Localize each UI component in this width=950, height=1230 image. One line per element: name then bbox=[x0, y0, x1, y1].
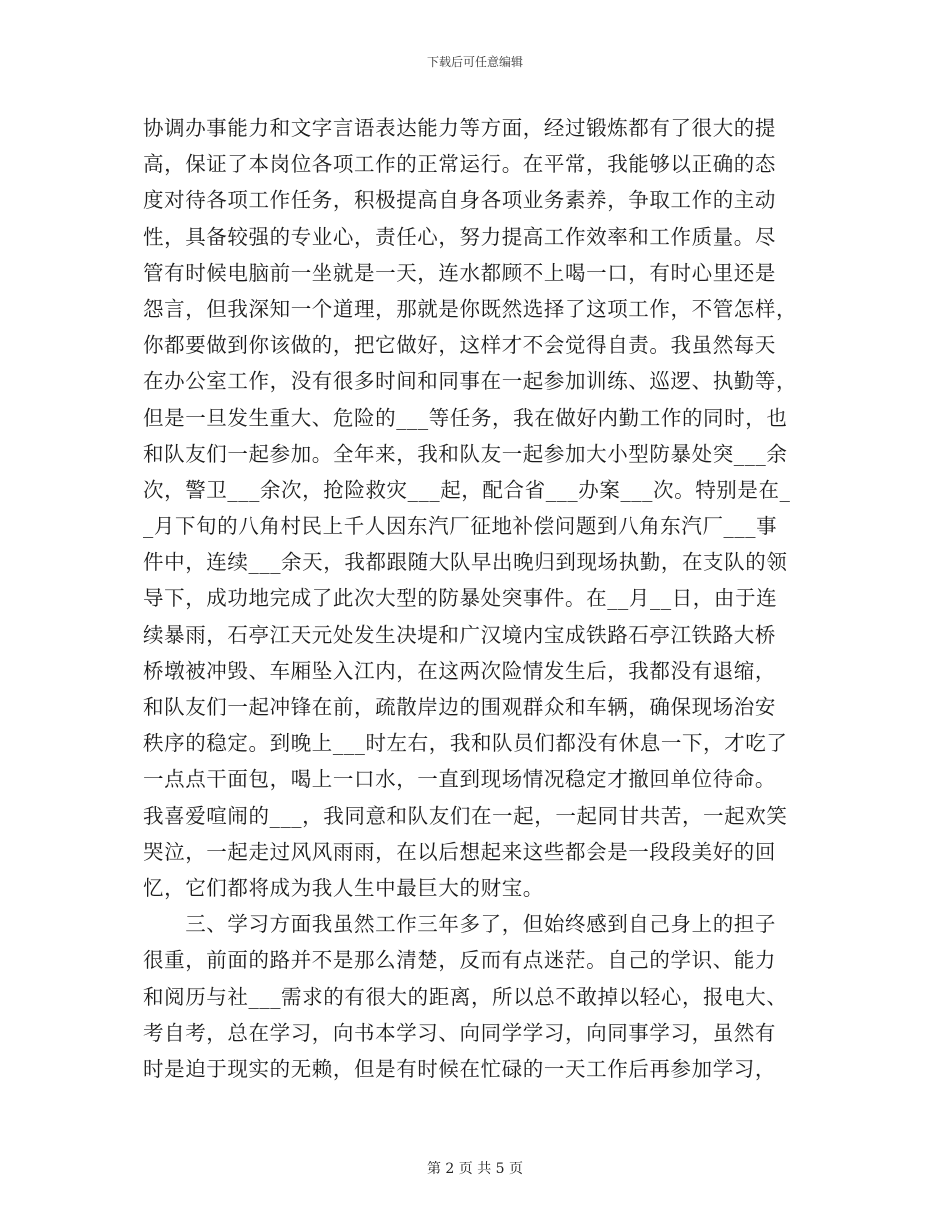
body-line: 考自考，总在学习，向书本学习、向同学学习，向同事学习，虽然有 bbox=[143, 1020, 776, 1045]
body-line: 一点点干面包，喝上一口水，一直到现场情况稳定才撤回单位待命。 bbox=[143, 767, 776, 792]
body-line: 导下，成功地完成了此次大型的防暴处突事件。在__月__日，由于连 bbox=[143, 586, 778, 611]
body-line: 度对待各项工作任务，积极提高自身各项业务素养，争取工作的主动 bbox=[143, 188, 776, 213]
body-line: 和队友们一起冲锋在前，疏散岸边的围观群众和车辆，确保现场治安 bbox=[143, 695, 776, 719]
body-line: 高，保证了本岗位各项工作的正常运行。在平常，我能够以正确的态 bbox=[143, 152, 776, 177]
body-line: 秩序的稳定。到晚上___时左右，我和队员们都没有休息一下，才吃了 bbox=[143, 731, 788, 756]
body-line: 性，具备较强的专业心，责任心，努力提高工作效率和工作质量。尽 bbox=[143, 224, 776, 249]
body-line: 时是迫于现实的无赖，但是有时候在忙碌的一天工作后再参加学习， bbox=[143, 1056, 776, 1081]
body-line: 但是一旦发生重大、危险的___等任务，我在做好内勤工作的同时，也 bbox=[143, 405, 788, 430]
body-line: 怨言，但我深知一个道理，那就是你既然选择了这项工作，不管怎样， bbox=[143, 296, 798, 321]
body-line: 哭泣，一起走过风风雨雨，在以后想起来这些都会是一段段美好的回 bbox=[143, 839, 776, 864]
body-line: 你都要做到你该做的，把它做好，这样才不会觉得自责。我虽然每天 bbox=[143, 333, 776, 358]
body-line: 和阅历与社___需求的有很大的距离，所以总不敢掉以轻心，报电大、 bbox=[143, 984, 788, 1009]
body-line: 次，警卫___余次，抢险救灾___起，配合省___办案___次。特别是在_ bbox=[143, 477, 791, 502]
body-line: 很重，前面的路并不是那么清楚，反而有点迷茫。自己的学识、能力 bbox=[143, 948, 776, 973]
document-body bbox=[143, 110, 803, 1087]
body-line: 件中，连续___余天，我都跟随大队早出晚归到现场执勤，在支队的领 bbox=[143, 550, 788, 575]
body-line: 在办公室工作，没有很多时间和同事在一起参加训练、巡逻、执勤等， bbox=[143, 369, 798, 394]
body-line: 管有时候电脑前一坐就是一天，连水都顾不上喝一口，有时心里还是 bbox=[143, 260, 776, 285]
body-line: 续暴雨，石亭江天元处发生决堤和广汉境内宝成铁路石亭江铁路大桥 bbox=[143, 622, 776, 647]
page-header: 下载后可任意编辑 bbox=[426, 55, 523, 69]
body-line: 我喜爱喧闹的___，我同意和队友们在一起，一起同甘共苦，一起欢笑 bbox=[143, 803, 788, 828]
body-line: _月下旬的八角村民上千人因东汽厂征地补偿问题到八角东汽厂___事 bbox=[143, 514, 778, 539]
page-footer: 第 2 页 共 5 页 bbox=[426, 1161, 524, 1177]
body-line: 三、学习方面我虽然工作三年多了，但始终感到自己身上的担子 bbox=[143, 912, 776, 937]
body-line: 和队友们一起参加。全年来，我和队友一起参加大小型防暴处突___余 bbox=[143, 441, 788, 466]
body-line: 协调办事能力和文字言语表达能力等方面，经过锻炼都有了很大的提 bbox=[143, 116, 776, 140]
body-line: 桥墩被冲毁、车厢坠入江内，在这两次险情发生后，我都没有退缩， bbox=[143, 658, 776, 683]
body-line: 忆，它们都将成为我人生中最巨大的财宝。 bbox=[143, 875, 544, 900]
